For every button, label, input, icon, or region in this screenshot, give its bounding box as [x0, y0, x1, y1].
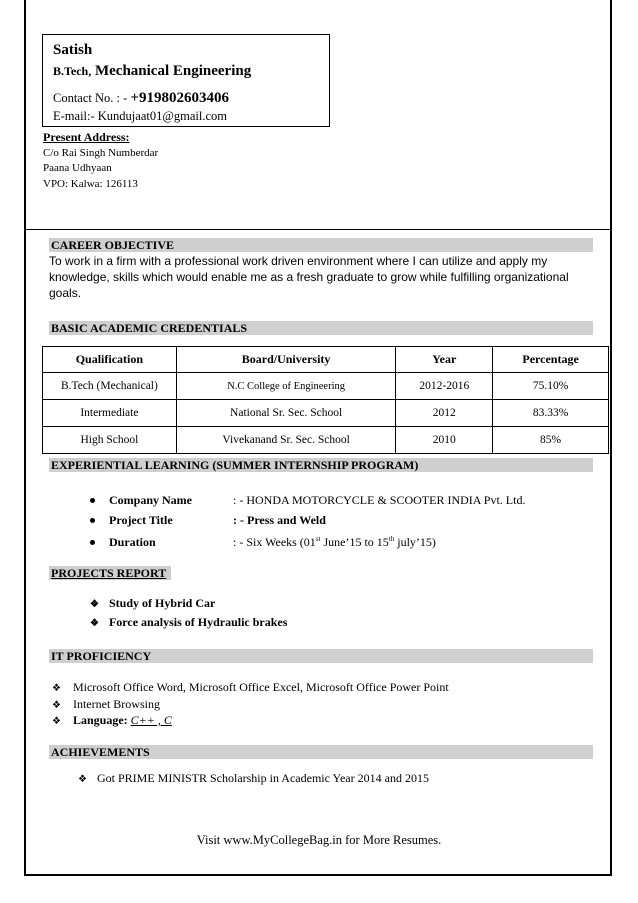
col-percentage: Percentage	[493, 347, 609, 373]
cell-percentage: 85%	[493, 427, 609, 454]
company-value: : - HONDA MOTORCYCLE & SCOOTER INDIA Pvt. Ltd.	[233, 493, 526, 507]
it-proficiency-header: IT PROFICIENCY	[49, 649, 593, 663]
present-address	[43, 130, 158, 192]
it-item	[52, 679, 449, 697]
table-header-row	[43, 347, 609, 373]
duration-label: Duration	[109, 535, 156, 549]
cell-qualification: High School	[43, 427, 177, 454]
col-qualification: Qualification	[43, 347, 177, 373]
candidate-name: Satish	[53, 42, 93, 58]
address-line-3: VPO: Kalwa: 126113	[43, 177, 138, 190]
academic-header: BASIC ACADEMIC CREDENTIALS	[49, 321, 593, 335]
project-row	[90, 512, 326, 528]
cell-percentage: 83.33%	[493, 400, 609, 427]
cell-year: 2010	[396, 427, 493, 454]
duration-middle: June’15 to 15	[320, 535, 389, 549]
cell-board: Vivekanand Sr. Sec. School	[176, 427, 396, 454]
project-label: Project Title	[109, 513, 173, 527]
contact-box	[42, 34, 330, 127]
achievement-item	[78, 770, 429, 788]
phone-number: +919802603406	[130, 90, 229, 106]
project-item	[90, 595, 215, 613]
career-objective-text: To work in a firm with a professional work driven environment where I can utilize and apply my knowledge, skills which would enable me as a fresh graduate to grow while fulfilling organizational goals.	[49, 254, 569, 300]
it-item-text: Internet Browsing	[72, 697, 160, 711]
bullet-icon	[90, 540, 95, 545]
degree-field: Mechanical Engineering	[94, 63, 252, 79]
email-address: Kundujaat01@gmail.com	[97, 109, 227, 123]
degree-prefix: B.Tech,	[53, 64, 92, 78]
phone-line	[53, 90, 329, 106]
duration-end: july’15)	[394, 535, 436, 549]
projects-header-text: PROJECTS REPORT	[51, 566, 167, 580]
address-line-1: C/o Rai Singh Numberdar	[43, 146, 159, 159]
company-row	[90, 492, 525, 508]
cell-year: 2012	[396, 400, 493, 427]
projects-header	[49, 566, 171, 580]
it-item	[52, 712, 172, 730]
duration-row	[90, 531, 436, 550]
divider	[24, 229, 612, 230]
diamond-bullet-icon: ❖	[90, 618, 99, 629]
duration-sup-end: th	[388, 535, 395, 543]
cell-board: National Sr. Sec. School	[176, 400, 396, 427]
cell-board: N.C College of Engineering	[176, 373, 396, 400]
duration-start: : - Six Weeks (01	[233, 535, 316, 549]
project-item-text: Force analysis of Hydraulic brakes	[108, 615, 288, 629]
diamond-bullet-icon: ❖	[90, 599, 99, 610]
email-line	[53, 108, 329, 124]
bullet-icon	[90, 518, 95, 523]
col-year: Year	[396, 347, 493, 373]
table-row	[43, 427, 609, 454]
achievements-header: ACHIEVEMENTS	[49, 745, 593, 759]
bullet-icon	[90, 498, 95, 503]
diamond-bullet-icon: ❖	[78, 774, 87, 785]
internship-header: EXPERIENTIAL LEARNING (SUMMER INTERNSHIP PROGRAM)	[49, 458, 593, 472]
project-item-text: Study of Hybrid Car	[108, 596, 216, 610]
address-title: Present Address:	[43, 130, 130, 144]
table-row	[43, 373, 609, 400]
duration-sup-start: st	[315, 535, 321, 543]
project-value: : - Press and Weld	[233, 513, 326, 527]
achievement-item-text: Got PRIME MINISTR Scholarship in Academic Year 2014 and 2015	[96, 771, 429, 785]
cell-percentage: 75.10%	[493, 373, 609, 400]
language-value: C++ , C	[130, 713, 172, 727]
company-label: Company Name	[109, 493, 192, 507]
diamond-bullet-icon: ❖	[52, 716, 61, 727]
language-label: Language:	[72, 713, 128, 727]
diamond-bullet-icon: ❖	[52, 683, 61, 694]
email-label: E-mail:-	[53, 109, 95, 123]
cell-qualification: Intermediate	[43, 400, 177, 427]
table-row	[43, 400, 609, 427]
project-item	[90, 614, 287, 632]
col-board: Board/University	[176, 347, 396, 373]
footer-note: Visit www.MyCollegeBag.in for More Resumes.	[196, 833, 442, 847]
duration-value	[233, 531, 436, 550]
cell-qualification: B.Tech (Mechanical)	[43, 373, 177, 400]
cell-year: 2012-2016	[396, 373, 493, 400]
it-item-text: Microsoft Office Word, Microsoft Office Excel, Microsoft Office Power Point	[72, 680, 449, 694]
degree	[53, 62, 329, 80]
diamond-bullet-icon: ❖	[52, 700, 61, 711]
academic-table	[42, 346, 609, 454]
phone-label: Contact No. : -	[53, 91, 128, 105]
address-line-2: Paana Udhyaan	[43, 162, 112, 174]
career-objective-header: CAREER OBJECTIVE	[49, 238, 593, 252]
